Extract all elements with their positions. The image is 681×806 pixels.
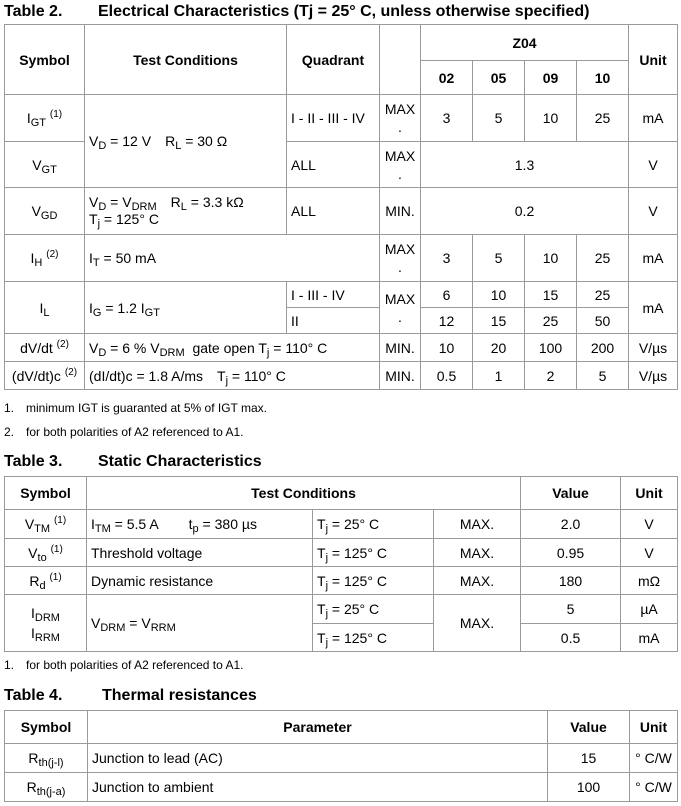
minmax-ih: MAX . [380, 235, 421, 282]
minmax-rd: MAX. [434, 567, 521, 595]
tj-vtm: $T_j = 25^\circ$ C [313, 510, 434, 539]
minmax-dvdtc: MIN. [380, 362, 421, 390]
value-il1-09: 15 [525, 282, 577, 308]
quadrant-vgt: ALL [287, 142, 380, 188]
header-quadrant: Quadrant [287, 25, 380, 95]
table2-note-1: 1. minimum IGT is guaranted at 5% of IGT max. [4, 401, 267, 415]
value-igt-02: 3 [421, 95, 473, 142]
table-row [5, 282, 678, 308]
table-row [5, 773, 678, 802]
minmax-igt: MAX . [380, 95, 421, 142]
table-row [5, 235, 678, 282]
header-symbol: Symbol [5, 25, 85, 95]
header-minmax [380, 25, 421, 95]
table-row [5, 567, 678, 595]
value-il2-05: 15 [473, 308, 525, 334]
value-igt-10: 25 [577, 95, 629, 142]
header-type-09: 09 [525, 61, 577, 95]
unit-il: mA [629, 282, 678, 334]
value-ih-02: 3 [421, 235, 473, 282]
value-idrm-25: 5 [521, 595, 621, 624]
unit-igt: mA [629, 95, 678, 142]
unit-rd: mΩ [621, 567, 678, 595]
minmax-vtm: MAX. [434, 510, 521, 539]
value-dvdt-09: 100 [525, 334, 577, 362]
symbol-vto: $V_{to}$ $^{(1)}$ [5, 539, 87, 567]
unit-dvdt: V/µs [629, 334, 678, 362]
t3-header-value: Value [521, 477, 621, 510]
table2-title: Electrical Characteristics (Tj = 25° C, unless otherwise specified) [98, 3, 590, 20]
unit-idrm-25: µA [621, 595, 678, 624]
value-ih-05: 5 [473, 235, 525, 282]
tj-idrm-25: $T_j = 25^\circ$ C [313, 595, 434, 624]
header-unit: Unit [629, 25, 678, 95]
header-group-z04: Z04 [421, 25, 629, 61]
header-type-05: 05 [473, 61, 525, 95]
value-il2-02: 12 [421, 308, 473, 334]
table-row [5, 95, 678, 142]
table-row [5, 362, 678, 390]
value-dvdtc-05: 1 [473, 362, 525, 390]
cond-dvdtc: (dI/dt)c = 1.8 A/ms $T_j = 110^\circ$ C [85, 362, 380, 390]
header-type-10: 10 [577, 61, 629, 95]
value-il1-05: 10 [473, 282, 525, 308]
table3-number: Table 3. [4, 453, 63, 470]
table-row [5, 334, 678, 362]
value-dvdtc-09: 2 [525, 362, 577, 390]
value-rd: 180 [521, 567, 621, 595]
value-igt-09: 10 [525, 95, 577, 142]
unit-idrm-125: mA [621, 624, 678, 652]
value-vto: 0.95 [521, 539, 621, 567]
minmax-vgd: MIN. [380, 188, 421, 235]
cond-vtm: $I_{TM} = 5.5$ A $t_p = 380$ µs [87, 510, 313, 539]
symbol-ih: $I_H$ $^{(2)}$ [5, 235, 85, 282]
table-row [5, 539, 678, 567]
quadrant-il-1: I - III - IV [287, 282, 380, 308]
symbol-idrm-irrm: $I_{DRM}$ $I_{RRM}$ [5, 595, 87, 652]
cond-vto: Threshold voltage [87, 539, 313, 567]
value-vgd: 0.2 [421, 188, 629, 235]
table4-number: Table 4. [4, 687, 63, 704]
minmax-dvdt: MIN. [380, 334, 421, 362]
value-idrm-125: 0.5 [521, 624, 621, 652]
table4-thermal-resistances [4, 710, 678, 802]
value-dvdtc-02: 0.5 [421, 362, 473, 390]
unit-ih: mA [629, 235, 678, 282]
symbol-rth-ja: $R_{th(j-a)}$ [5, 773, 88, 802]
value-vgt: 1.3 [421, 142, 629, 188]
symbol-dvdtc: (dV/dt)c $^{(2)}$ [5, 362, 85, 390]
value-dvdt-05: 20 [473, 334, 525, 362]
table-row [5, 744, 678, 773]
t4-header-value: Value [548, 711, 630, 744]
tj-idrm-125: $T_j = 125^\circ$ C [313, 624, 434, 652]
t4-header-parameter: Parameter [88, 711, 548, 744]
table-row [5, 595, 678, 624]
table4-title: Thermal resistances [102, 687, 257, 704]
cond-idrm: $V_{DRM} = V_{RRM}$ [87, 595, 313, 652]
cond-il: $I_G = 1.2$ $I_{GT}$ [85, 282, 287, 334]
param-rth-ja: Junction to ambient [88, 773, 548, 802]
cond-ih: $I_T = 50$ mA [85, 235, 380, 282]
value-il2-09: 25 [525, 308, 577, 334]
table2-number: Table 2. [4, 3, 63, 20]
table2-caption [4, 3, 590, 21]
unit-rth-jl: ° C/W [630, 744, 678, 773]
header-test-conditions: Test Conditions [85, 25, 287, 95]
value-ih-10: 25 [577, 235, 629, 282]
table2-note-2: 2. for both polarities of A2 referenced to A1. [4, 425, 244, 439]
value-dvdt-02: 10 [421, 334, 473, 362]
table-row [5, 188, 678, 235]
value-rth-jl: 15 [548, 744, 630, 773]
quadrant-igt: I - II - III - IV [287, 95, 380, 142]
value-igt-05: 5 [473, 95, 525, 142]
value-dvdtc-10: 5 [577, 362, 629, 390]
table4-caption [4, 687, 257, 705]
table3-note-1: 1. for both polarities of A2 referenced to A1. [4, 658, 244, 672]
value-dvdt-10: 200 [577, 334, 629, 362]
value-rth-ja: 100 [548, 773, 630, 802]
symbol-il: $I_L$ [5, 282, 85, 334]
table-row [5, 510, 678, 539]
value-il1-02: 6 [421, 282, 473, 308]
value-ih-09: 10 [525, 235, 577, 282]
symbol-igt: $I_{GT}$ $^{(1)}$ [5, 95, 85, 142]
symbol-rd: $R_d$ $^{(1)}$ [5, 567, 87, 595]
cond-dvdt: $V_D = 6$ % $V_{DRM}$ gate open $T_j = 110^\circ$ C [85, 334, 380, 362]
quadrant-vgd: ALL [287, 188, 380, 235]
symbol-vtm: $V_{TM}$ $^{(1)}$ [5, 510, 87, 539]
param-rth-jl: Junction to lead (AC) [88, 744, 548, 773]
symbol-rth-jl: $R_{th(j-l)}$ [5, 744, 88, 773]
cond-igt-vgt: $V_D = 12$ V $R_L = 30$ Ω [85, 95, 287, 188]
table3-static-characteristics [4, 476, 678, 652]
unit-vgd: V [629, 188, 678, 235]
unit-vto: V [621, 539, 678, 567]
t3-header-test-conditions: Test Conditions [87, 477, 521, 510]
unit-dvdtc: V/µs [629, 362, 678, 390]
symbol-dvdt: dV/dt $^{(2)}$ [5, 334, 85, 362]
minmax-vgt: MAX . [380, 142, 421, 188]
t4-header-unit: Unit [630, 711, 678, 744]
symbol-vgd: $V_{GD}$ [5, 188, 85, 235]
tj-rd: $T_j = 125^\circ$ C [313, 567, 434, 595]
unit-vtm: V [621, 510, 678, 539]
minmax-idrm: MAX. [434, 595, 521, 652]
minmax-vto: MAX. [434, 539, 521, 567]
value-il1-10: 25 [577, 282, 629, 308]
t3-header-unit: Unit [621, 477, 678, 510]
minmax-il: MAX . [380, 282, 421, 334]
quadrant-il-2: II [287, 308, 380, 334]
tj-vto: $T_j = 125^\circ$ C [313, 539, 434, 567]
cond-vgd: $V_D = V_{DRM}$ $R_L = 3.3$ kΩ $T_j = 125^\circ$ C [85, 188, 287, 235]
t4-header-symbol: Symbol [5, 711, 88, 744]
cond-rd: Dynamic resistance [87, 567, 313, 595]
unit-vgt: V [629, 142, 678, 188]
symbol-vgt: $V_{GT}$ [5, 142, 85, 188]
unit-rth-ja: ° C/W [630, 773, 678, 802]
header-type-02: 02 [421, 61, 473, 95]
table3-title: Static Characteristics [98, 453, 262, 470]
table2-electrical-characteristics [4, 24, 678, 390]
table3-caption [4, 453, 262, 471]
t3-header-symbol: Symbol [5, 477, 87, 510]
value-vtm: 2.0 [521, 510, 621, 539]
value-il2-10: 50 [577, 308, 629, 334]
